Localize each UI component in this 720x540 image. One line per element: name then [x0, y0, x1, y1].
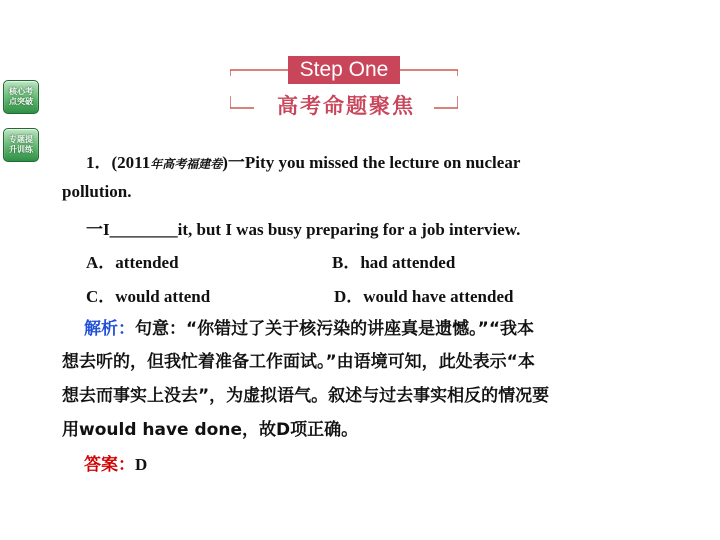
question-text-1: 一Pity you missed the lecture on nuclear	[227, 153, 521, 172]
analysis-tag: 解析：	[84, 319, 135, 339]
question-source-close: )	[222, 153, 228, 172]
tab-label-line2: 升训练	[9, 145, 33, 154]
question-number: 1．	[86, 153, 112, 172]
analysis-line-1	[84, 314, 534, 339]
sidebar-tab-core-points[interactable]	[3, 80, 39, 114]
question-source: 年高考福建卷	[150, 157, 223, 171]
question-line-3: 一I________it, but I was busy preparing for a job interview.	[86, 220, 521, 239]
tab-label-line1: 核心考	[9, 87, 33, 96]
section-header	[230, 56, 458, 118]
question-line-2: pollution.	[62, 182, 132, 201]
question-source-open: (2011	[111, 153, 151, 172]
answer-line	[84, 450, 147, 475]
tab-label-line1: 专题提	[9, 135, 33, 144]
analysis-text-1: 句意：“你错过了关于核污染的讲座真是遗憾。”“我本	[135, 319, 535, 339]
analysis-line-2: 想去听的，但我忙着准备工作面试。”由语境可知，此处表示“本	[62, 352, 535, 372]
tab-label-line2: 点突破	[9, 97, 33, 106]
option-d[interactable]: D．would have attended	[334, 287, 514, 306]
step-badge: Step One	[288, 56, 400, 84]
option-b[interactable]: B．had attended	[332, 253, 456, 272]
page-title: 高考命题聚焦	[277, 94, 415, 118]
analysis-line-4: 用would have done，故D项正确。	[62, 420, 359, 440]
question-line-1	[86, 148, 520, 173]
answer-value: D	[135, 455, 148, 474]
option-a[interactable]: A．attended	[86, 253, 179, 272]
option-c[interactable]: C．would attend	[86, 287, 211, 306]
sidebar-tab-training[interactable]	[3, 128, 39, 162]
analysis-line-3: 想去而事实上没去”，为虚拟语气。叙述与过去事实相反的情况要	[62, 386, 550, 406]
answer-tag: 答案：	[84, 455, 135, 475]
